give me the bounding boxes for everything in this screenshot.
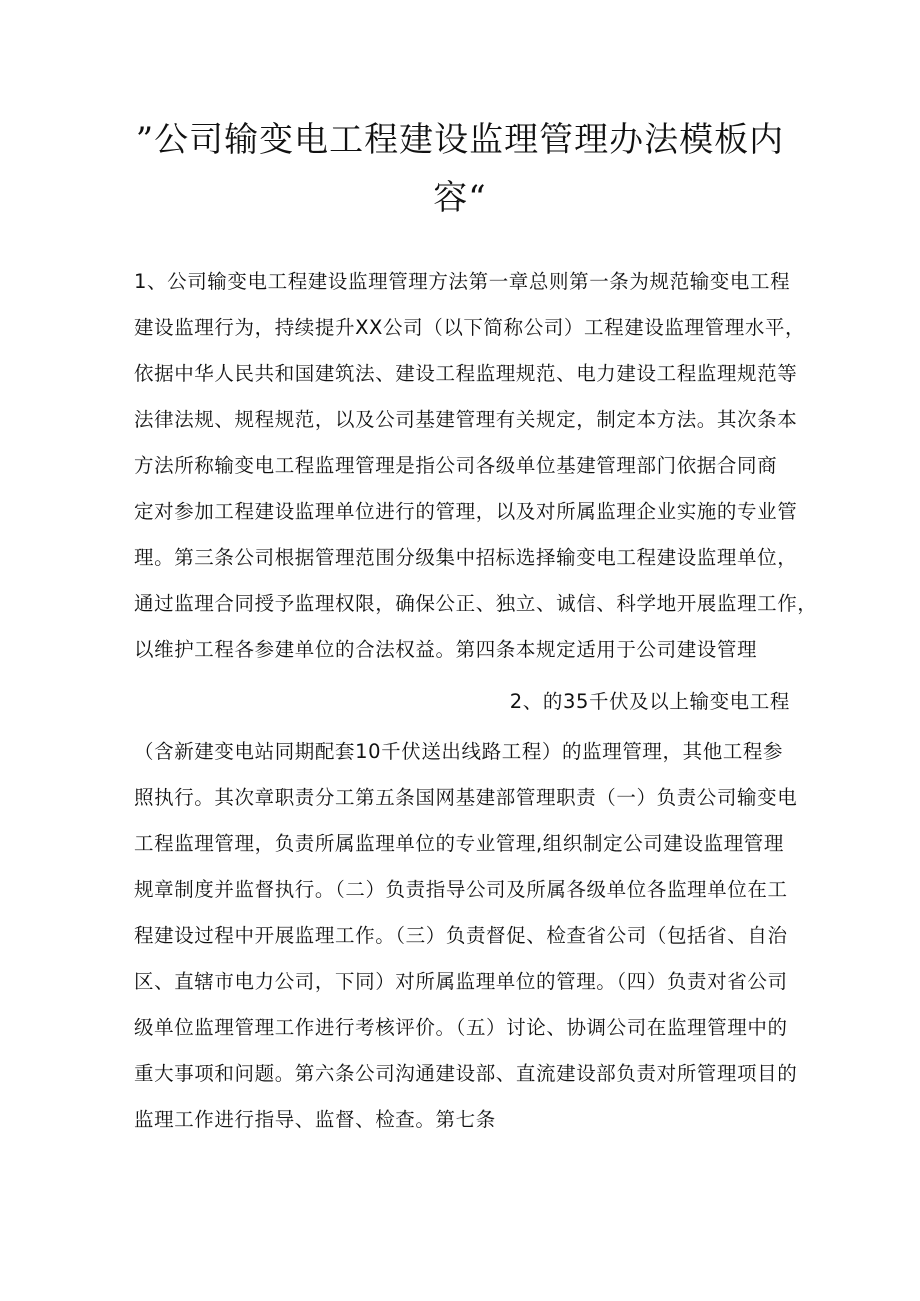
body-line: 重大事项和问题。第六条公司沟通建设部、直流建设部负责对所管理项目的 (134, 1062, 798, 1085)
body-line: 工程监理管理，负责所属监理单位的专业管理,组织制定公司建设监理管理 (134, 832, 784, 855)
body-line: 区、直辖市电力公司，下同）对所属监理单位的管理。（四）负责对省公司 (134, 970, 788, 993)
body-line: 监理工作进行指导、监督、检查。第七条 (134, 1108, 496, 1131)
body-line: 级单位监理管理工作进行考核评价。（五）讨论、协调公司在监理管理中的 (134, 1016, 788, 1039)
document-title-line-1: ”公司输变电工程建设监理管理办法模板内 (135, 120, 785, 160)
document-title-line-2: 容“ (433, 178, 487, 218)
body-line: 理。第三条公司根据管理范围分级集中招标选择输变电工程建设监理单位， (134, 546, 798, 569)
body-line: 规章制度并监督执行。（二）负责指导公司及所属各级单位各监理单位在工 (134, 878, 788, 901)
body-line: 以维护工程各参建单位的合法权益。第四条本规定适用于公司建设管理 (134, 638, 758, 661)
body-line: 建设监理行为，持续提升XX公司（以下简称公司）工程建设监理管理水平， (134, 316, 806, 339)
body-line: （含新建变电站同期配套10千伏送出线路工程）的监理管理，其他工程参 (134, 740, 784, 763)
body-line: 程建设过程中开展监理工作。（三）负责督促、检查省公司（包括省、自治 (134, 924, 788, 947)
body-line: 方法所称输变电工程监理管理是指公司各级单位基建管理部门依据合同商 (134, 454, 778, 477)
body-line: 定对参加工程建设监理单位进行的管理，以及对所属监理企业实施的专业管 (134, 500, 798, 523)
body-line-right-aligned: 2、的35千伏及以上输变电工程 (509, 690, 790, 713)
body-line: 1、公司输变电工程建设监理管理方法第一章总则第一条为规范输变电工程 (134, 270, 791, 293)
body-line: 通过监理合同授予监理权限，确保公正、独立、诚信、科学地开展监理工作， (134, 592, 818, 615)
body-line: 法律法规、规程规范，以及公司基建管理有关规定，制定本方法。其次条本 (134, 408, 798, 431)
body-line: 依据中华人民共和国建筑法、建设工程监理规范、电力建设工程监理规范等 (134, 362, 798, 385)
body-line: 照执行。其次章职责分工第五条国网基建部管理职责（一）负责公司输变电 (134, 786, 798, 809)
